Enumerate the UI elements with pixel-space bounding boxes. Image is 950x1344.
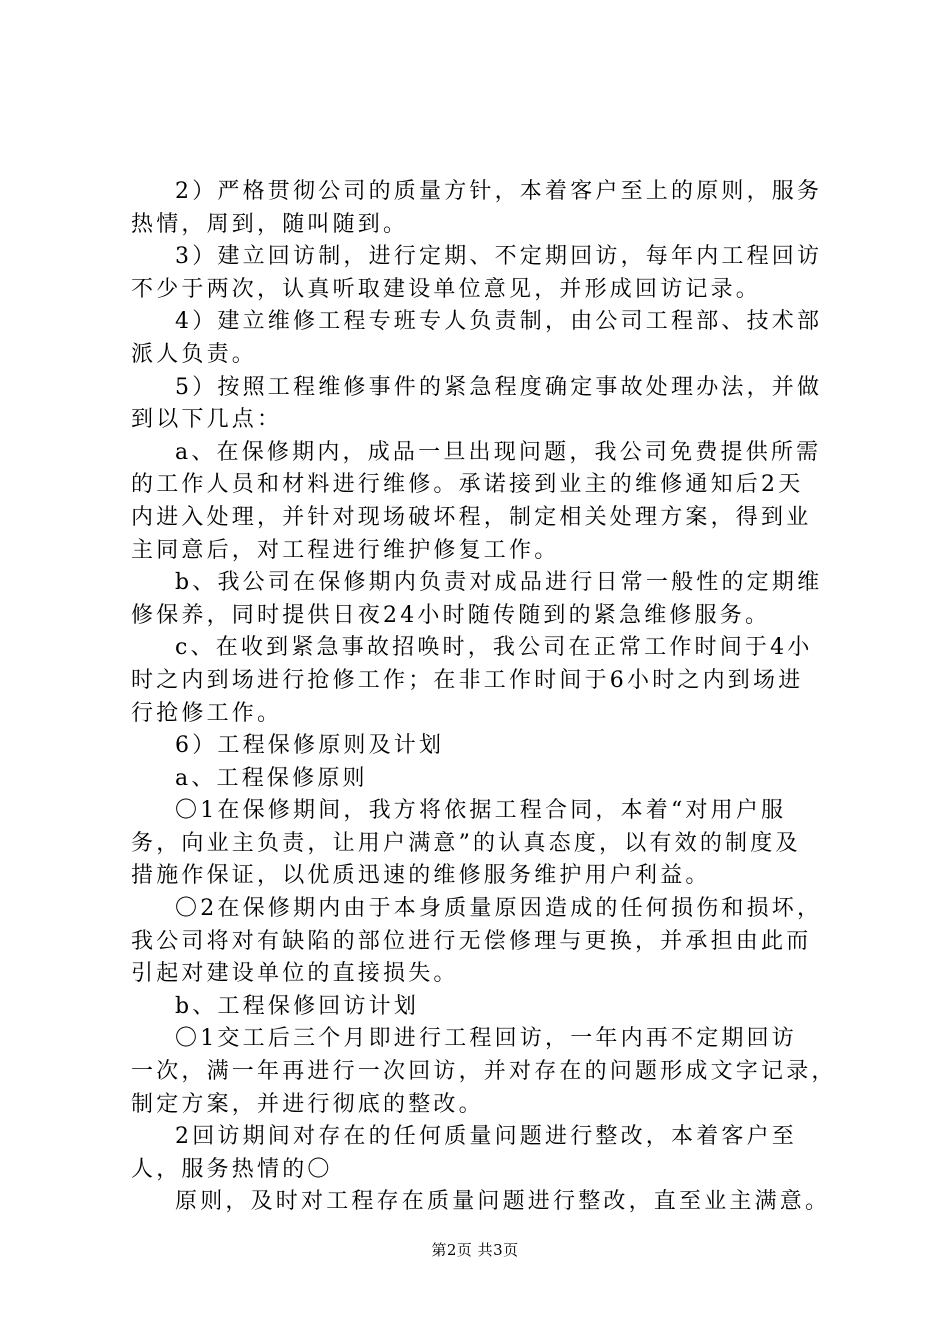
text-line: 原则，及时对工程存在质量问题进行整改，直至业主满意。 <box>175 1189 831 1215</box>
text-line: c、在收到紧急事故招唤时，我公司在正常工作时间于4小 <box>175 635 813 661</box>
text-line: 2）严格贯彻公司的质量方针，本着客户至上的原则，服务 <box>175 179 823 204</box>
text-line: b、我公司在保修期内负责对成品进行日常一般性的定期维 <box>175 570 823 596</box>
text-line: 制定方案，并进行彻底的整改。 <box>131 1091 484 1117</box>
text-line: 务，向业主负责，让用户满意”的认真态度，以有效的制度及 <box>131 830 801 856</box>
text-line: 我公司将对有缺陷的部位进行无偿修理与更换，并承担由此而 <box>131 928 812 954</box>
text-line: 主同意后，对工程进行维护修复工作。 <box>131 537 560 563</box>
page-footer <box>0 1240 950 1260</box>
text-line: 时之内到场进行抢修工作；在非工作时间于6小时之内到场进 <box>131 667 804 693</box>
text-line: 热情，周到，随叫随到。 <box>131 211 409 237</box>
text-line: 〇1交工后三个月即进行工程回访，一年内再不定期回访 <box>175 1026 797 1052</box>
text-line: 措施作保证，以优质迅速的维修服务维护用户利益。 <box>131 863 711 889</box>
text-line: 行抢修工作。 <box>131 700 283 726</box>
text-line: a、在保修期内，成品一旦出现问题，我公司免费提供所需 <box>175 439 822 465</box>
text-line: 修保养，同时提供日夜24小时随传随到的紧急维修服务。 <box>131 602 771 628</box>
text-line: 的工作人员和材料进行维修。承诺接到业主的维修通知后2天 <box>131 472 804 498</box>
text-line: 6）工程保修原则及计划 <box>175 733 445 759</box>
text-line: 派人负责。 <box>131 341 258 367</box>
text-line: a、工程保修原则 <box>175 765 368 791</box>
text-line: 不少于两次，认真听取建设单位意见，并形成回访记录。 <box>131 276 762 302</box>
text-line: 到以下几点： <box>131 407 283 433</box>
text-line: 3）建立回访制，进行定期、不定期回访，每年内工程回访 <box>175 244 823 270</box>
document-body <box>131 176 837 1219</box>
text-line: 4）建立维修工程专班专人负责制，由公司工程部、技术部 <box>175 309 823 335</box>
text-line: 〇1在保修期间，我方将依据工程合同，本着“对用户服 <box>175 798 787 824</box>
page-number-label: 第2页 共3页 <box>431 1241 519 1259</box>
text-line: 内进入处理，并针对现场破坏程，制定相关处理方案，得到业 <box>131 504 812 530</box>
text-line: 2回访期间对存在的任何质量问题进行整改，本着客户至 <box>175 1124 797 1150</box>
text-line: 5）按照工程维修事件的紧急程度确定事故处理办法，并做 <box>175 374 823 400</box>
text-line: 人，服务热情的〇 <box>131 1156 333 1182</box>
text-line: 〇2在保修期内由于本身质量原因造成的任何损伤和损坏， <box>175 896 823 922</box>
text-line: b、工程保修回访计划 <box>175 993 420 1019</box>
text-line: 一次，满一年再进行一次回访，并对存在的问题形成文字记录， <box>131 1059 837 1085</box>
text-line: 引起对建设单位的直接损失。 <box>131 961 459 987</box>
